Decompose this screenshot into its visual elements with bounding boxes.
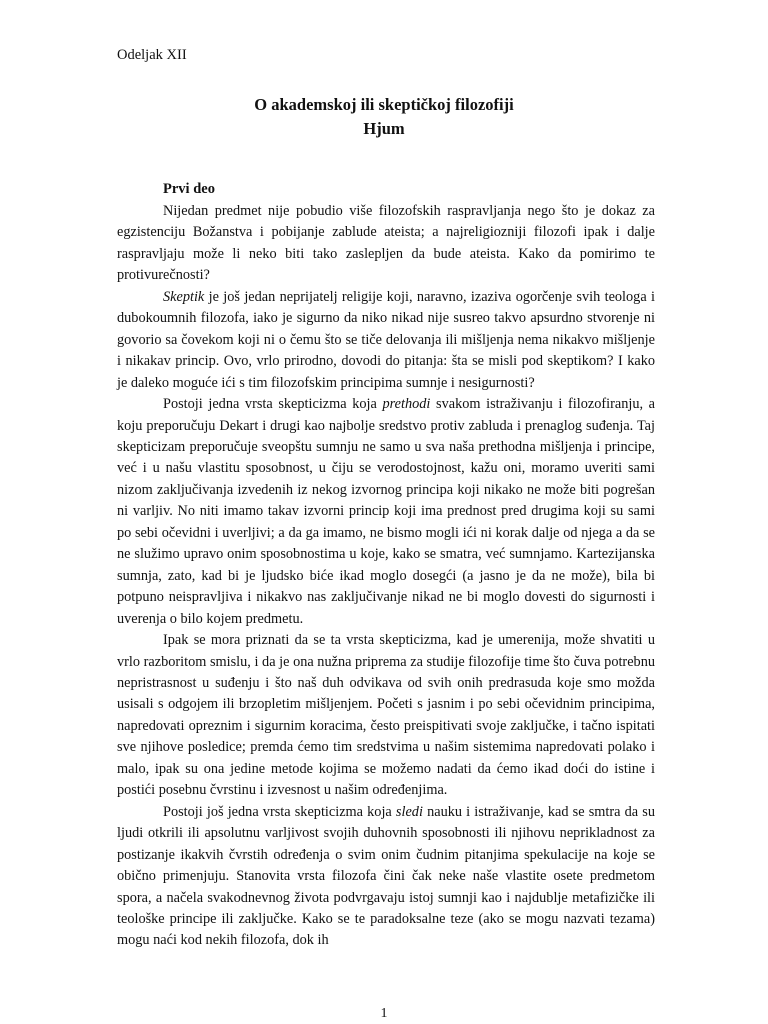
paragraph-text: nauku i istraživanje, kad se smtra da su ljudi otkrili ili apsolutnu varljivost svojih duhovnih sposobnosti ili njihovu neprikladnost za postizanje ikakvih čvrstih određenja o svim onim čudnim pitanjima spekulacije na koje se obično primenjuju. Stanovita vrsta filozofa čini čak neke naše vlastite osete predmetom spora, a načela svakodnevnog života podvrgavaju istoj sumnji kao i najdublje metafizičke ili teološke principe ili zaključke. Kako se te paradoksalne teze (ako se mogu nazvati tezama) mogu naći kod nekih filozofa, dok ih [117, 803, 655, 949]
paragraph [117, 394, 655, 630]
section-label: Odeljak XII [117, 47, 187, 63]
paragraph [117, 201, 655, 287]
emphasis-text: sledi [395, 803, 423, 820]
paragraph-text: Ipak se mora priznati da se ta vrsta skepticizma, kad je umerenija, može shvatiti u vrlo razboritom smislu, i da je ona nužna priprema za studije filozofije time što čuva potrebnu nepristrasnost u suđenju i što naš duh odvikava od svih onih predrasuda koje smo možda usisali s odgojem ili brzopletim mišljenjem. Početi s jasnim i po sebi očevidnim principima, napredovati opreznim i sigurnim koracima, često preispitivati svoje zaključke, i tačno ispitati sve njihove posledice; premda ćemo tim sredstvima u našim sistemima napredovati polako i malo, ipak su ona jedine metode kojima se možemo nadati da ćemo ikad doći do istine i postići posebnu čvrstinu i izvesnost u našim određenjima. [117, 632, 655, 799]
paragraph-text: svakom istraživanju i filozofiranju, a koju preporučuju Dekart i drugi kao najbolje sredstvo protiv zabluda i prenaglog suđenja. Taj skepticizam preporučuje sveopštu sumnju ne samo u sva naša prethodna mišljenja i principe, već i u našu vlastitu sposobnost, u čiju se verodostojnost, kažu oni, moramo uveriti sami nizom zaključivanja izvedenih iz nekog izvornog principa koji nikako ne može biti pogrešan ni varljiv. No niti imamo takav izvorni princip koji ima prednost pred drugima koji su sami po sebi očevidni i uverljivi; a da ga imamo, ne bismo mogli ići ni korak dalje od njega a da se ne služimo upravo onim sposobnostima u koje, kako se smatra, već sumnjamo. Kartezijanska sumnja, zato, kad bi je ljudsko biće ikad moglo dosegći (a jasno je da ne može), bila bi potpuno neispravljiva i nikakvo nas zaključivanje nikad ne bi moglo dovesti do sigurnosti i uverenja o bilo kojem predmetu. [117, 396, 655, 627]
emphasis-text: prethodi [382, 396, 431, 413]
paragraph-text: Postoji jedna vrsta skepticizma koja [163, 396, 383, 413]
paragraph [117, 630, 655, 802]
part-heading: Prvi deo [163, 181, 215, 197]
emphasis-text: Skeptik [163, 288, 205, 305]
paragraph-text: Postoji još jedna vrsta skepticizma koja [163, 803, 396, 820]
paragraph-text: Nijedan predmet nije pobudio više filozofskih raspravljanja nego što je dokaz za egzistenciju Božanstva i pobijanje zablude ateista; a najreligiozniji filozofi ipak i dalje raspravljaju može li neko biti tako zaslepljen da bude ateista. Kako da pomirimo te protivurečnosti? [117, 203, 655, 284]
page-number: 1 [380, 1006, 388, 1021]
paragraph-text: je još jedan neprijatelj religije koji, naravno, izaziva ogorčenje svih teologa i dubokoumnih filozofa, iako je sigurno da niko nikad nije susreo takvo apsurdno stvorenje ni govorio sa čovekom koji ni o čemu što se tiče delovanja ili mišljenja nema nikakvo mišljenje i nikakav princip. Ovo, vrlo prirodno, dovodi do pitanja: šta se misli pod skeptikom? I kako je daleko moguće ići s tim filozofskim principima sumnje i nesigurnosti? [117, 288, 655, 391]
author-name: Hjum [363, 119, 405, 138]
paragraph [117, 802, 655, 952]
document-title: O akademskoj ili skeptičkoj filozofiji [254, 95, 514, 114]
body-text [117, 201, 655, 952]
paragraph [117, 287, 655, 394]
